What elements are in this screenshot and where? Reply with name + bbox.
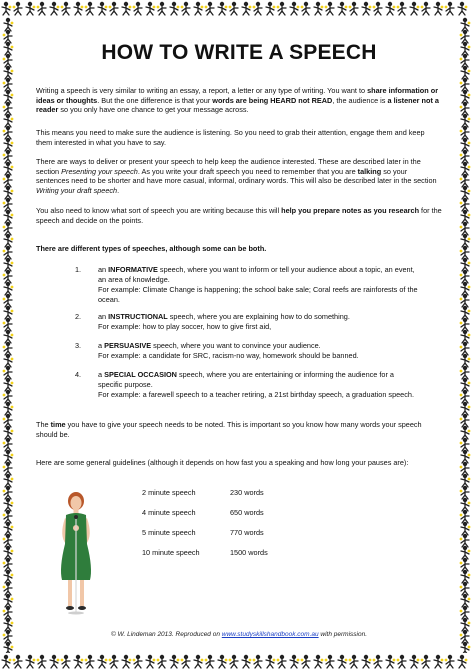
- delivery-paragraph: [36, 157, 442, 195]
- border-figure-icon: [109, 655, 118, 668]
- text-run: speech, where you are entertaining or informing the audience for a specific purpose.: [98, 370, 394, 389]
- duration-cell: 2 minute speech: [142, 488, 196, 497]
- border-figure-icon: [74, 2, 83, 15]
- duration-cell: 5 minute speech: [142, 528, 196, 537]
- border-figure-icon: [434, 655, 443, 668]
- text-run: so your sentences need to be shorter and have more casual, informal, ordinary words. This will also be described later in the section: [36, 166, 437, 186]
- border-figure-icon: [460, 582, 469, 595]
- border-figure-icon: [4, 234, 13, 247]
- border-figure-icon: [3, 222, 12, 235]
- border-figure-icon: [460, 126, 469, 139]
- border-figure-icon: [181, 655, 190, 668]
- border-figure-icon: [170, 655, 179, 668]
- border-figure-icon: [461, 138, 470, 151]
- intro-paragraph: [36, 86, 442, 115]
- border-figure-icon: [3, 390, 12, 403]
- border-figure-icon: [4, 570, 13, 583]
- text-run: a: [98, 370, 105, 379]
- border-figure-icon: [3, 150, 12, 163]
- border-figure-icon: [3, 318, 12, 331]
- border-figure-icon: [461, 258, 470, 271]
- text-run: You also need to know what sort of speech you are writing because this will: [36, 206, 282, 215]
- border-figure-icon: [445, 2, 454, 15]
- border-figure-icon: [266, 2, 275, 15]
- document-body: [36, 40, 442, 640]
- border-figure-icon: [461, 234, 470, 247]
- border-figure-icon: [461, 474, 470, 487]
- text-run: Writing a speech is very similar to writing an essay, a report, a letter or any type of writing. You want to: [36, 86, 368, 95]
- border-figure-icon: [4, 258, 13, 271]
- border-figure-icon: [460, 630, 469, 643]
- text-run: . As you write your draft speech you need to remember that you are: [137, 166, 358, 176]
- border-figure-icon: [290, 655, 299, 668]
- border-figure-icon: [3, 558, 12, 571]
- border-figure-icon: [460, 78, 469, 91]
- bold-text: help you prepare notes as you research: [281, 206, 420, 215]
- border-figure-icon: [460, 438, 469, 451]
- border-figure-icon: [13, 655, 22, 668]
- border-figure-icon: [4, 618, 13, 631]
- border-figure-icon: [461, 186, 470, 199]
- border-figure-icon: [4, 546, 13, 559]
- border-figure-icon: [205, 2, 214, 15]
- border-figure-icon: [460, 54, 469, 67]
- website-link[interactable]: www.studyskillshandbook.com.au: [221, 631, 319, 638]
- border-figure-icon: [460, 150, 469, 163]
- text-run: .: [117, 185, 120, 195]
- border-figure-icon: [290, 2, 299, 15]
- border-figure-icon: [157, 2, 166, 15]
- border-figure-icon: [50, 2, 59, 15]
- border-figure-icon: [4, 210, 13, 223]
- border-figure-icon: [461, 282, 470, 295]
- decorative-border-bottom: [0, 653, 474, 670]
- border-figure-icon: [146, 2, 155, 15]
- border-figure-icon: [3, 342, 12, 355]
- text-run: a: [98, 341, 105, 350]
- border-figure-icon: [2, 2, 11, 15]
- border-figure-icon: [194, 2, 203, 15]
- time-paragraph: [36, 420, 442, 439]
- border-figure-icon: [4, 522, 13, 535]
- border-figure-icon: [3, 534, 12, 547]
- border-figure-icon: [460, 198, 469, 211]
- list-item-example: For example: a candidate for SRC, racism-no way, homework should be banned.: [98, 351, 359, 360]
- border-figure-icon: [4, 594, 13, 607]
- border-figure-icon: [461, 570, 470, 583]
- border-figure-icon: [460, 30, 469, 43]
- list-item-text: [98, 370, 418, 389]
- border-figure-icon: [386, 2, 395, 15]
- border-figure-icon: [434, 2, 443, 15]
- border-figure-icon: [3, 270, 12, 283]
- border-figure-icon: [266, 655, 275, 668]
- border-figure-icon: [458, 2, 467, 15]
- speech-type-label: SPECIAL OCCASION: [104, 370, 177, 379]
- border-figure-icon: [386, 655, 395, 668]
- border-figure-icon: [229, 655, 238, 668]
- speech-type-label: INFORMATIVE: [108, 265, 158, 274]
- table-row: [142, 548, 382, 558]
- border-figure-icon: [460, 534, 469, 547]
- border-figure-icon: [146, 655, 155, 668]
- bold-text: share information or ideas or thoughts: [36, 86, 439, 105]
- border-figure-icon: [85, 655, 94, 668]
- words-cell: 1500 words: [230, 548, 268, 557]
- list-number: 3.: [75, 341, 82, 350]
- border-figure-icon: [170, 2, 179, 15]
- border-figure-icon: [37, 2, 46, 15]
- border-figure-icon: [4, 138, 13, 151]
- text-run: an: [98, 312, 109, 321]
- border-figure-icon: [460, 342, 469, 355]
- border-figure-icon: [26, 2, 35, 15]
- duration-cell: 4 minute speech: [142, 508, 196, 517]
- border-figure-icon: [205, 655, 214, 668]
- text-run: you have to give your speech needs to be noted. This is important so you know how many words your speech should be.: [36, 420, 422, 439]
- border-figure-icon: [362, 655, 371, 668]
- border-figure-icon: [301, 655, 310, 668]
- border-figure-icon: [314, 2, 323, 15]
- border-figure-icon: [461, 546, 470, 559]
- border-figure-icon: [157, 655, 166, 668]
- border-figure-icon: [3, 78, 12, 91]
- border-figure-icon: [421, 655, 430, 668]
- border-figure-icon: [133, 655, 142, 668]
- border-figure-icon: [373, 2, 382, 15]
- text-run: an: [98, 265, 109, 274]
- border-figure-icon: [461, 42, 470, 55]
- table-row: [142, 528, 382, 538]
- border-figure-icon: [4, 66, 13, 79]
- attention-paragraph: This means you need to make sure the audience is listening. So you need to grab their attention, engage them and keep them interested in what you have to say.: [36, 128, 425, 147]
- border-figure-icon: [460, 486, 469, 499]
- list-number: 1.: [75, 265, 82, 274]
- speech-sort-paragraph: [36, 206, 442, 225]
- border-figure-icon: [98, 2, 107, 15]
- border-figure-icon: [461, 162, 470, 175]
- border-figure-icon: [3, 174, 12, 187]
- decorative-border-left: [0, 17, 17, 653]
- border-figure-icon: [3, 102, 12, 115]
- border-figure-icon: [301, 2, 310, 15]
- list-item-example: For example: how to play soccer, how to give first aid,: [98, 322, 272, 331]
- list-number: 4.: [75, 370, 82, 379]
- border-figure-icon: [460, 270, 469, 283]
- border-figure-icon: [349, 655, 358, 668]
- text-run: © W. Lindeman 2013. Reproduced on: [110, 631, 222, 638]
- border-figure-icon: [3, 30, 12, 43]
- decorative-border-top: [0, 0, 474, 17]
- border-figure-icon: [460, 414, 469, 427]
- border-figure-icon: [3, 462, 12, 475]
- border-figure-icon: [461, 450, 470, 463]
- italic-text: Writing your draft speech: [36, 185, 118, 195]
- border-figure-icon: [338, 2, 347, 15]
- border-figure-icon: [26, 655, 35, 668]
- words-cell: 230 words: [230, 488, 264, 497]
- border-figure-icon: [421, 2, 430, 15]
- border-figure-icon: [4, 450, 13, 463]
- text-run: speech, where you want to inform or tell your audience about a topic, an event, an area of knowledge.: [98, 265, 415, 284]
- border-figure-icon: [461, 498, 470, 511]
- border-figure-icon: [253, 2, 262, 15]
- border-figure-icon: [461, 114, 470, 127]
- border-figure-icon: [460, 174, 469, 187]
- border-figure-icon: [2, 655, 11, 668]
- border-figure-icon: [460, 318, 469, 331]
- border-figure-icon: [4, 186, 13, 199]
- border-figure-icon: [3, 246, 12, 259]
- border-figure-icon: [277, 2, 286, 15]
- border-figure-icon: [460, 246, 469, 259]
- border-figure-icon: [3, 366, 12, 379]
- words-cell: 650 words: [230, 508, 264, 517]
- border-figure-icon: [4, 378, 13, 391]
- border-figure-icon: [61, 655, 70, 668]
- border-figure-icon: [4, 426, 13, 439]
- list-item-example: For example: a farewell speech to a teacher retiring, a 21st birthday speech, a graduation speech.: [98, 390, 414, 399]
- border-figure-icon: [460, 390, 469, 403]
- text-run: The: [36, 420, 51, 429]
- border-figure-icon: [461, 210, 470, 223]
- border-figure-icon: [461, 354, 470, 367]
- border-figure-icon: [461, 618, 470, 631]
- border-figure-icon: [3, 630, 12, 643]
- border-figure-icon: [460, 462, 469, 475]
- border-figure-icon: [4, 114, 13, 127]
- list-item-text: [98, 341, 418, 351]
- border-figure-icon: [122, 2, 131, 15]
- text-run: There are ways to deliver or present your speech to help keep the audience interested. These are described later in the section: [36, 157, 421, 176]
- border-figure-icon: [325, 655, 334, 668]
- border-figure-icon: [85, 2, 94, 15]
- words-cell: 770 words: [230, 528, 264, 537]
- speech-type-label: INSTRUCTIONAL: [108, 312, 168, 321]
- border-figure-icon: [4, 18, 13, 31]
- border-figure-icon: [461, 18, 470, 31]
- border-figure-icon: [458, 655, 467, 668]
- border-figure-icon: [314, 655, 323, 668]
- border-figure-icon: [98, 655, 107, 668]
- table-row: [142, 488, 382, 498]
- border-figure-icon: [461, 522, 470, 535]
- border-figure-icon: [4, 42, 13, 55]
- border-figure-icon: [3, 198, 12, 211]
- page-title: HOW TO WRITE A SPEECH: [101, 41, 377, 64]
- list-item-text: [98, 265, 418, 284]
- border-figure-icon: [349, 2, 358, 15]
- border-figure-icon: [13, 2, 22, 15]
- text-run: with permission.: [318, 631, 368, 638]
- border-figure-icon: [410, 2, 419, 15]
- border-figure-icon: [4, 354, 13, 367]
- border-figure-icon: [461, 66, 470, 79]
- border-figure-icon: [61, 2, 70, 15]
- border-figure-icon: [461, 90, 470, 103]
- guidelines-paragraph: Here are some general guidelines (although it depends on how fast you a speaking and how long your pauses are):: [36, 458, 409, 467]
- duration-cell: 10 minute speech: [142, 548, 200, 557]
- list-item-text: [98, 312, 418, 322]
- border-figure-icon: [397, 2, 406, 15]
- speech-type-label: PERSUASIVE: [104, 341, 152, 350]
- border-figure-icon: [460, 102, 469, 115]
- speaker-illustration: [46, 488, 106, 618]
- border-figure-icon: [460, 606, 469, 619]
- bold-text: time: [50, 420, 66, 429]
- border-figure-icon: [181, 2, 190, 15]
- list-item-example: For example: Climate Change is happening; the school bake sale; Coral reefs are rainforests of the ocean.: [98, 285, 418, 304]
- border-figure-icon: [460, 510, 469, 523]
- text-run: , the audience is: [332, 95, 388, 105]
- bold-text: a listener not a reader: [36, 95, 439, 115]
- border-figure-icon: [460, 294, 469, 307]
- border-figure-icon: [229, 2, 238, 15]
- border-figure-icon: [3, 438, 12, 451]
- border-figure-icon: [50, 655, 59, 668]
- border-figure-icon: [4, 282, 13, 295]
- border-figure-icon: [397, 655, 406, 668]
- border-figure-icon: [109, 2, 118, 15]
- border-figure-icon: [373, 655, 382, 668]
- bold-text: words are being HEARD not READ: [212, 95, 333, 105]
- list-number: 2.: [75, 312, 82, 321]
- text-run: speech, where you want to convince your audience.: [151, 341, 321, 350]
- border-figure-icon: [460, 558, 469, 571]
- border-figure-icon: [3, 126, 12, 139]
- border-figure-icon: [4, 498, 13, 511]
- border-figure-icon: [242, 655, 251, 668]
- italic-text: Presenting your speech: [61, 166, 138, 176]
- border-figure-icon: [410, 655, 419, 668]
- bold-text: talking: [357, 166, 382, 176]
- border-figure-icon: [37, 655, 46, 668]
- border-figure-icon: [3, 510, 12, 523]
- border-figure-icon: [362, 2, 371, 15]
- text-run: . But the one difference is that your: [97, 95, 213, 105]
- border-figure-icon: [4, 474, 13, 487]
- text-run: so you only have one chance to get your message across.: [58, 105, 249, 115]
- border-figure-icon: [461, 306, 470, 319]
- border-figure-icon: [445, 655, 454, 668]
- text-run: for the speech and decide on the points.: [36, 206, 442, 225]
- border-figure-icon: [277, 655, 286, 668]
- border-figure-icon: [253, 655, 262, 668]
- border-figure-icon: [4, 90, 13, 103]
- table-row: [142, 508, 382, 518]
- border-figure-icon: [218, 655, 227, 668]
- border-figure-icon: [460, 366, 469, 379]
- border-figure-icon: [461, 330, 470, 343]
- border-figure-icon: [3, 582, 12, 595]
- border-figure-icon: [4, 306, 13, 319]
- decorative-border-right: [457, 17, 474, 653]
- border-figure-icon: [4, 162, 13, 175]
- border-figure-icon: [3, 294, 12, 307]
- border-figure-icon: [4, 330, 13, 343]
- border-figure-icon: [461, 378, 470, 391]
- border-figure-icon: [461, 594, 470, 607]
- border-figure-icon: [325, 2, 334, 15]
- border-figure-icon: [338, 655, 347, 668]
- border-figure-icon: [461, 426, 470, 439]
- border-figure-icon: [4, 402, 13, 415]
- border-figure-icon: [74, 655, 83, 668]
- speech-types-heading: There are different types of speeches, although some can be both.: [36, 244, 267, 253]
- border-figure-icon: [242, 2, 251, 15]
- border-figure-icon: [194, 655, 203, 668]
- border-figure-icon: [133, 2, 142, 15]
- border-figure-icon: [461, 402, 470, 415]
- border-figure-icon: [3, 486, 12, 499]
- border-figure-icon: [218, 2, 227, 15]
- border-figure-icon: [3, 414, 12, 427]
- copyright-footer: [36, 630, 442, 640]
- text-run: speech, where you are explaining how to do something.: [167, 312, 350, 321]
- border-figure-icon: [3, 54, 12, 67]
- border-figure-icon: [122, 655, 131, 668]
- border-figure-icon: [3, 606, 12, 619]
- border-figure-icon: [460, 222, 469, 235]
